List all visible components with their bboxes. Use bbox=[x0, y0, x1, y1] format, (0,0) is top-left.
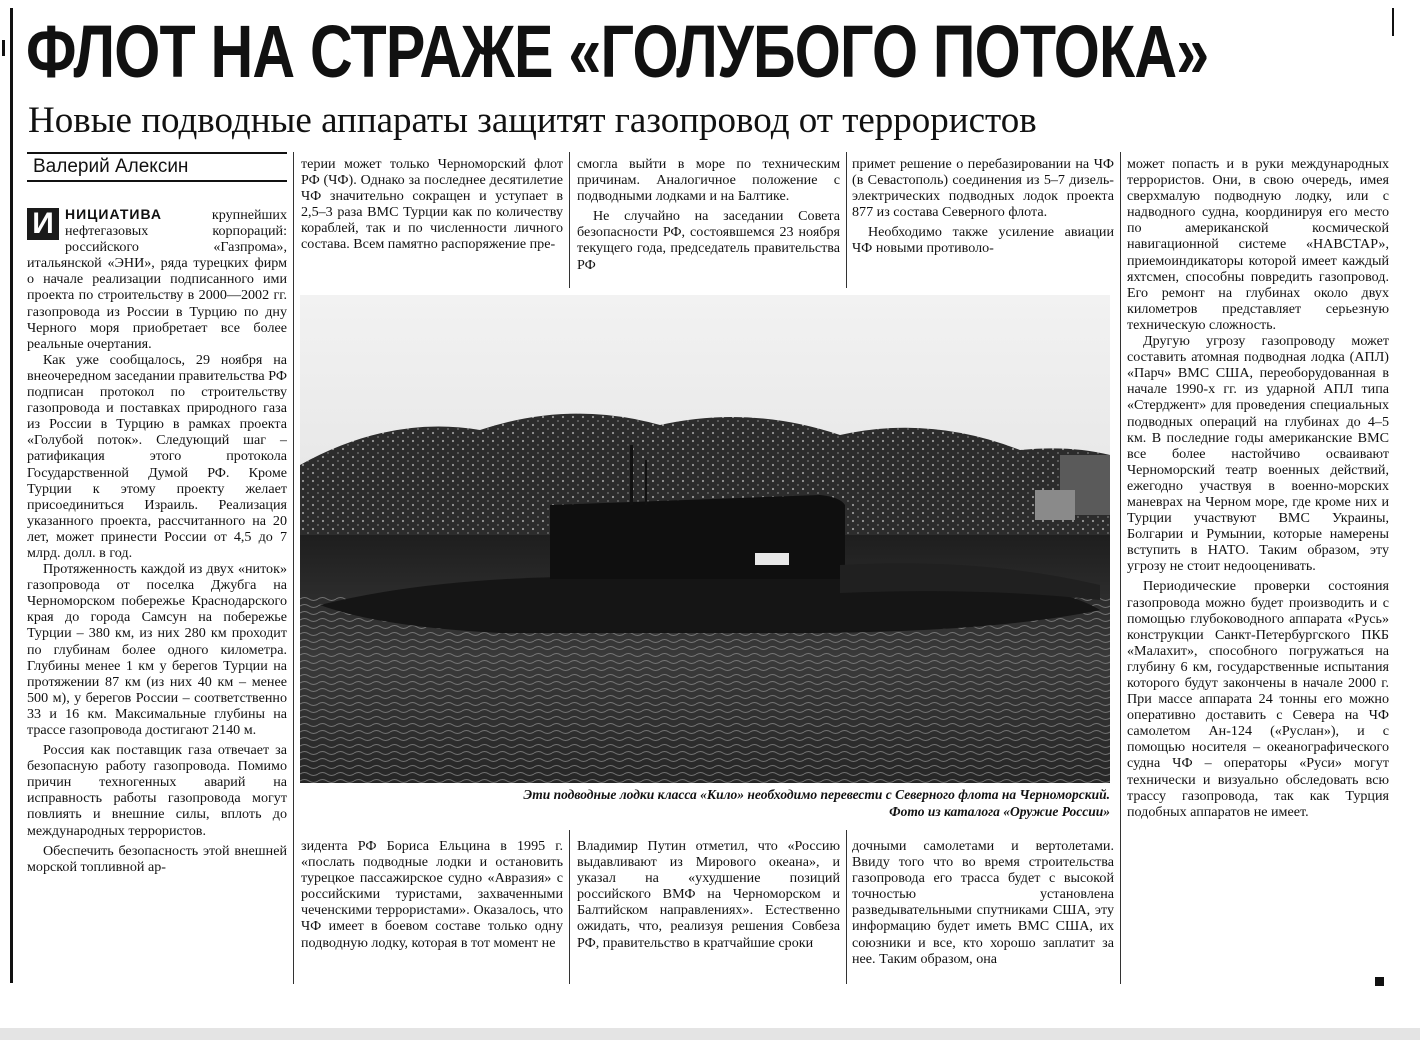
article-column-4-top bbox=[852, 156, 1114, 288]
paragraph: Необходимо также усиление авиации ЧФ новыми противоло- bbox=[852, 224, 1114, 257]
paragraph: Другую угрозу газопроводу может составить атомная подводная лодка (АПЛ) «Парч» ВМС США, переоборудованная в начале 1990-х гг. из ударной АПЛ типа «Стерджент» для проведения специальных подводных операций на глубинах до 4–5 км. В последние годы американские ВМС все более настойчиво осваивают Черноморский театр военных действий, ежегодно участвуя в военно-морских маневрах на Черном море, где кроме них и Турции участвуют ВМС Украины, Болгарии и Румынии, которые намерены вступить в НАТО. Таким образом, эту угрозу не стоит недооценивать. bbox=[1127, 333, 1389, 575]
photo-credit: Фото из каталога «Оружие России» bbox=[889, 804, 1110, 819]
paragraph: может попасть и в руки международных террористов. Они, в свою очередь, имея сверхмалую подводную лодку, или с надводного судна, координируя его место по американской космической навигационной системе «НАВСТАР», приемоиндикаторы которой имеет каждый яхтсмен, способны повредить газопровод. Его ремонт на глубинах около двух километров представляет серьезную техническую сложность. bbox=[1127, 156, 1389, 333]
column-divider bbox=[293, 152, 294, 984]
paragraph: примет решение о перебазировании на ЧФ (в Севастополь) соединения из 5–7 дизель-электрических подводных лодок проекта 877 из состава Северного флота. bbox=[852, 156, 1114, 221]
paragraph: смогла выйти в море по техническим причинам. Аналогичное положение с подводными лодками и на Балтике. bbox=[577, 156, 840, 205]
paragraph-text: крупнейших нефтегазовых корпораций: российского «Газпрома», итальянской «ЭНИ», ряда турецких фирм о начале реализации подписанного ими проекта по строительству в 2000—2002 гг. газопровода из России в Турцию по дну Черного моря приобретает все более реальные очертания. bbox=[27, 207, 287, 352]
drop-cap: И bbox=[27, 208, 59, 240]
article-column-3-bottom bbox=[577, 838, 840, 984]
column-divider bbox=[569, 152, 570, 288]
lead-paragraph bbox=[27, 206, 287, 352]
paragraph: Владимир Путин отметил, что «Россию выдавливают из Мирового океана», и указал на «ухудшение позиций российского ВМФ на Черноморском и Балтийском направлениях». Естественно ожидать, что, реализуя решения Совбеза РФ, правительство в кратчайшие сроки bbox=[577, 838, 840, 951]
article-headline: ФЛОТ НА СТРАЖЕ «ГОЛУБОГО ПОТОКА» bbox=[26, 10, 1209, 93]
paragraph: терии может только Черноморский флот РФ (ЧФ). Однако за последнее десятилетие ЧФ значительно сокращен и уступает в 2,5–3 раза ВМС Турции как по количеству кораблей, так и по численности личного состава. Всем памятно распоряжение пре- bbox=[301, 156, 563, 253]
paragraph: Протяженность каждой из двух «ниток» газопровода от поселка Джубга на Черноморском побережье Краснодарского края до города Самсун на побережье Турции – 380 км, из них 280 км проходит по глубинам более одного километра. Глубины менее 1 км у берегов Турции на протяжении 87 км (из них 40 км – менее 500 м), у берегов России – соответственно 33 и 16 км. Максимальные глубины на трассе газопровода достигают 2140 м. bbox=[27, 561, 287, 738]
article-column-3-top bbox=[577, 156, 840, 288]
paragraph: Обеспечить безопасность этой внешней морской топливной ар- bbox=[27, 842, 287, 875]
margin-mark bbox=[2, 40, 5, 56]
paragraph: дочными самолетами и вертолетами. Ввиду того что во время строительства газопровода его трасса будет с высокой точностью установлена разведывательными спутниками США, эту информацию будет иметь ВМС США, их союзники и все, кто хорошо заплатит за нее. Таким образом, она bbox=[852, 838, 1114, 967]
article-column-4-bottom bbox=[852, 838, 1114, 984]
author-byline: Валерий Алексин bbox=[27, 152, 287, 182]
column-divider bbox=[846, 152, 847, 288]
article-column-5 bbox=[1127, 156, 1389, 986]
page-right-border bbox=[1392, 8, 1394, 36]
submarine-photo bbox=[300, 295, 1110, 783]
column-divider bbox=[1120, 152, 1121, 984]
paragraph: Как уже сообщалось, 29 ноября на внеочередном заседании правительства РФ подписан протокол по строительству газопровода и поставках природного газа из России в Турцию в рамках проекта «Голубой поток». Следующий шаг – ратификация этого протокола Государственной Думой РФ. Кроме Турции к этому проекту желает присоединиться Израиль. Реализация указанного проекта, рассчитанного на 20 лет, может принести России от 4,5 до 7 млрд. долл. в год. bbox=[27, 351, 287, 561]
photo-caption bbox=[300, 786, 1110, 820]
article-end-mark bbox=[1375, 977, 1384, 986]
article-column-2-bottom bbox=[301, 838, 563, 984]
paragraph: Не случайно на заседании Совета безопасности РФ, состоявшемся 23 ноября текущего года, председатель правительства РФ bbox=[577, 208, 840, 273]
article-column-1 bbox=[27, 206, 287, 984]
paragraph: зидента РФ Бориса Ельцина в 1995 г. «послать подводные лодки и остановить турецкое пассажирское судно «Авразия» с российскими туристами, захваченными чеченскими террористами». Оказалось, что ЧФ имеет в боевом составе только одну подводную лодку, которая в тот момент не bbox=[301, 838, 563, 951]
caption-line: Эти подводные лодки класса «Кило» необходимо перевести с Северного флота на Черноморский. bbox=[523, 787, 1110, 802]
scan-bottom-edge bbox=[0, 1028, 1420, 1040]
article-subheadline: Новые подводные аппараты защитят газопровод от террористов bbox=[28, 100, 1037, 141]
lead-word: НИЦИАТИВА bbox=[65, 206, 163, 222]
submarine-photo-illustration bbox=[300, 295, 1110, 783]
paragraph: Россия как поставщик газа отвечает за безопасную работу газопровода. Помимо причин техногенных аварий на исправность работы газопровода могут повлиять и внешние силы, вплоть до международных террористов. bbox=[27, 742, 287, 839]
paragraph: Периодические проверки состояния газопровода можно будет производить и с помощью глубоководного аппарата «Русь» конструкции Санкт-Петербургского ПКБ «Малахит», способного погружаться на глубину 6 км, государственные испытания которого будут закончены в начале 2000 г. При массе аппарата 24 тонны его можно оперативно доставить с Севера на ЧФ самолетом Ан-124 («Руслан»), и с помощью носителя – океанографического судна ЧФ – операторы «Руси» могут технически и визуально обследовать всю трассу газопровода, так как Турция подобных аппаратов не имеет. bbox=[1127, 578, 1389, 820]
article-column-2-top bbox=[301, 156, 563, 288]
column-divider bbox=[846, 830, 847, 984]
column-divider bbox=[569, 830, 570, 984]
page-left-border bbox=[10, 8, 13, 983]
